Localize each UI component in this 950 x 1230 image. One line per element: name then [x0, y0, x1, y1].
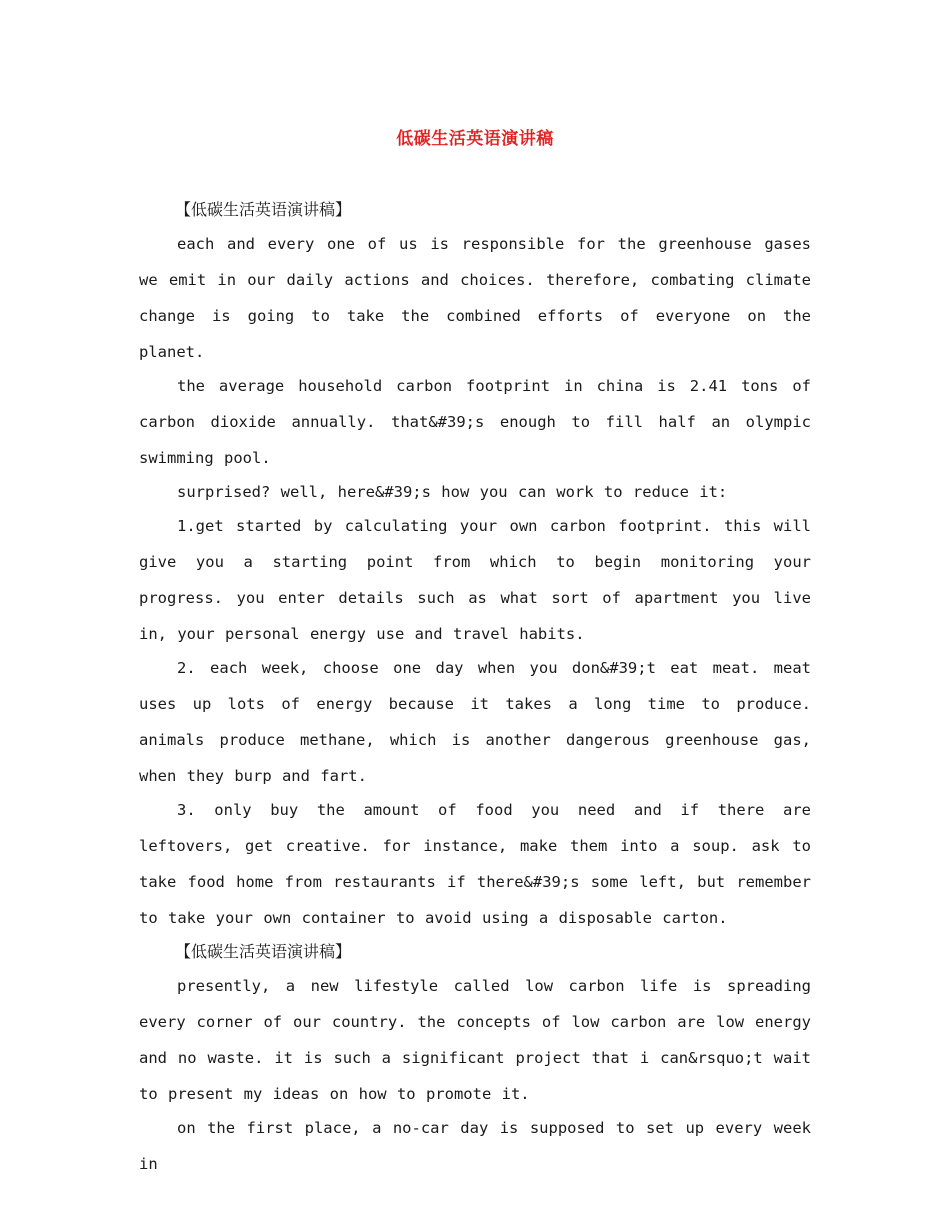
paragraph: 2. each week, choose one day when you don&#39;t eat meat. meat uses up lots of energy because it takes a long time to produce. animals produce methane, which is another dangerous greenhouse gas, when they burp and fart.	[139, 659, 811, 785]
paragraph: 1.get started by calculating your own carbon footprint. this will give you a starting point from which to begin monitoring your progress. you enter details such as what sort of apartment you live in, your personal energy use and travel habits.	[139, 517, 811, 643]
paragraph: 3. only buy the amount of food you need and if there are leftovers, get creative. for instance, make them into a soup. ask to take food home from restaurants if there&#39;s some left, but remember to take your own container to avoid using a disposable carton.	[139, 801, 811, 927]
paragraph: on the first place, a no-car day is supposed to set up every week in	[139, 1119, 811, 1173]
paragraph: each and every one of us is responsible for the greenhouse gases we emit in our daily actions and choices. therefore, combating climate change is going to take the combined efforts of everyone on the planet.	[139, 235, 811, 361]
document-title: 低碳生活英语演讲稿	[396, 129, 554, 149]
section-heading: 【低碳生活英语演讲稿】	[175, 942, 352, 961]
paragraph: the average household carbon footprint in china is 2.41 tons of carbon dioxide annually. that&#39;s enough to fill half an olympic swimming pool.	[139, 377, 811, 467]
document-body	[139, 192, 811, 1180]
paragraph: presently, a new lifestyle called low carbon life is spreading every corner of our country. the concepts of low carbon are low energy and no waste. it is such a significant project that i can&rsquo;t wait to present my ideas on how to promote it.	[139, 977, 811, 1103]
paragraph: surprised? well, here&#39;s how you can work to reduce it:	[177, 483, 728, 501]
section-heading: 【低碳生活英语演讲稿】	[175, 200, 352, 219]
